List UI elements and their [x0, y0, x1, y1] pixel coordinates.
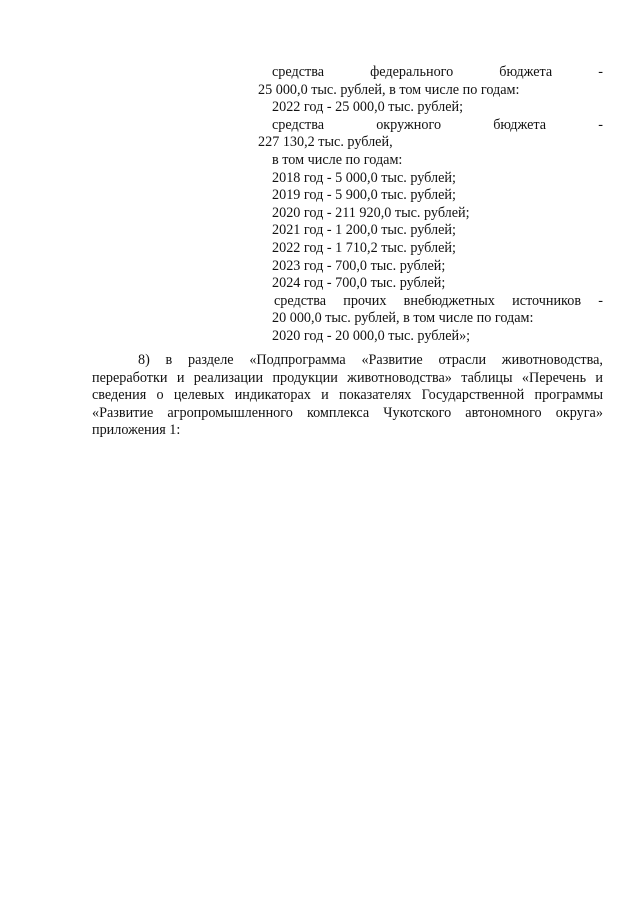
word: Чукотского	[383, 404, 452, 421]
word: отрасли	[438, 352, 487, 368]
word: в	[165, 352, 173, 368]
funding-block	[258, 64, 603, 346]
federal-budget-line	[258, 64, 603, 82]
word: целевых	[173, 387, 225, 404]
federal-total: 25 000,0 тыс. рублей, в том числе по годам:	[258, 81, 520, 98]
word: источников	[512, 292, 582, 309]
word: Государственной	[421, 387, 525, 404]
word: внебюджетных	[403, 292, 495, 309]
word: животноводства,	[501, 352, 603, 368]
word: федерального	[370, 64, 454, 80]
amendment-paragraph	[92, 352, 603, 440]
federal-2022: 2022 год - 25 000,0 тыс. рублей;	[272, 99, 464, 116]
word: «Развитие	[92, 404, 154, 421]
word: «Развитие	[361, 352, 423, 368]
district-total: 227 130,2 тыс. рублей,	[258, 134, 393, 151]
word: продукции	[272, 369, 338, 386]
district-by-years: в том числе по годам:	[272, 151, 403, 168]
district-year-2020: 2020 год - 211 920,0 тыс. рублей;	[272, 204, 470, 221]
word: животноводства»	[347, 369, 452, 386]
district-year-2019: 2019 год - 5 900,0 тыс. рублей;	[272, 187, 456, 204]
word: агропромышленного	[167, 404, 293, 421]
district-year-2018: 2018 год - 5 000,0 тыс. рублей;	[272, 169, 456, 186]
word: и	[176, 369, 185, 386]
word: -	[598, 64, 603, 80]
paragraph-line-3	[92, 387, 603, 405]
paragraph-line-4	[92, 405, 603, 423]
word: программы	[534, 387, 603, 404]
word: таблицы	[461, 369, 513, 386]
word: прочих	[343, 292, 387, 309]
word: о	[156, 387, 164, 404]
word: «Подпрограмма	[249, 352, 346, 368]
word: средства	[272, 116, 325, 133]
word: реализации	[193, 369, 264, 386]
word: «Перечень	[521, 369, 587, 386]
word: индикаторах	[234, 387, 311, 404]
word: средства	[272, 64, 325, 80]
word: бюджета	[499, 64, 553, 80]
word: округа»	[555, 404, 603, 421]
word: бюджета	[493, 116, 547, 133]
district-year-2022: 2022 год - 1 710,2 тыс. рублей;	[272, 239, 456, 256]
district-year-2023: 2023 год - 700,0 тыс. рублей;	[272, 257, 446, 274]
other-total: 20 000,0 тыс. рублей, в том числе по годам:	[272, 310, 534, 327]
word: средства	[274, 292, 327, 309]
other-2020: 2020 год - 20 000,0 тыс. рублей»;	[272, 327, 471, 344]
word: показателях	[338, 387, 412, 404]
word: -	[598, 116, 603, 133]
other-sources-line	[258, 293, 603, 311]
word: переработки	[92, 369, 168, 386]
district-year-2024: 2024 год - 700,0 тыс. рублей;	[272, 275, 446, 292]
word: разделе	[187, 352, 234, 368]
paragraph-line-2	[92, 370, 603, 388]
paragraph-line-5	[92, 422, 603, 440]
word: и	[595, 369, 603, 386]
word: комплекса	[306, 404, 370, 421]
word: автономного	[465, 404, 542, 421]
word: окружного	[376, 116, 442, 133]
word: сведения	[92, 387, 147, 404]
word: -	[598, 292, 603, 309]
word: 8)	[138, 352, 150, 368]
district-year-2021: 2021 год - 1 200,0 тыс. рублей;	[272, 222, 456, 239]
word: приложения 1:	[92, 422, 181, 439]
paragraph-line-1	[92, 352, 603, 370]
district-budget-line	[258, 117, 603, 135]
word: и	[321, 387, 329, 404]
